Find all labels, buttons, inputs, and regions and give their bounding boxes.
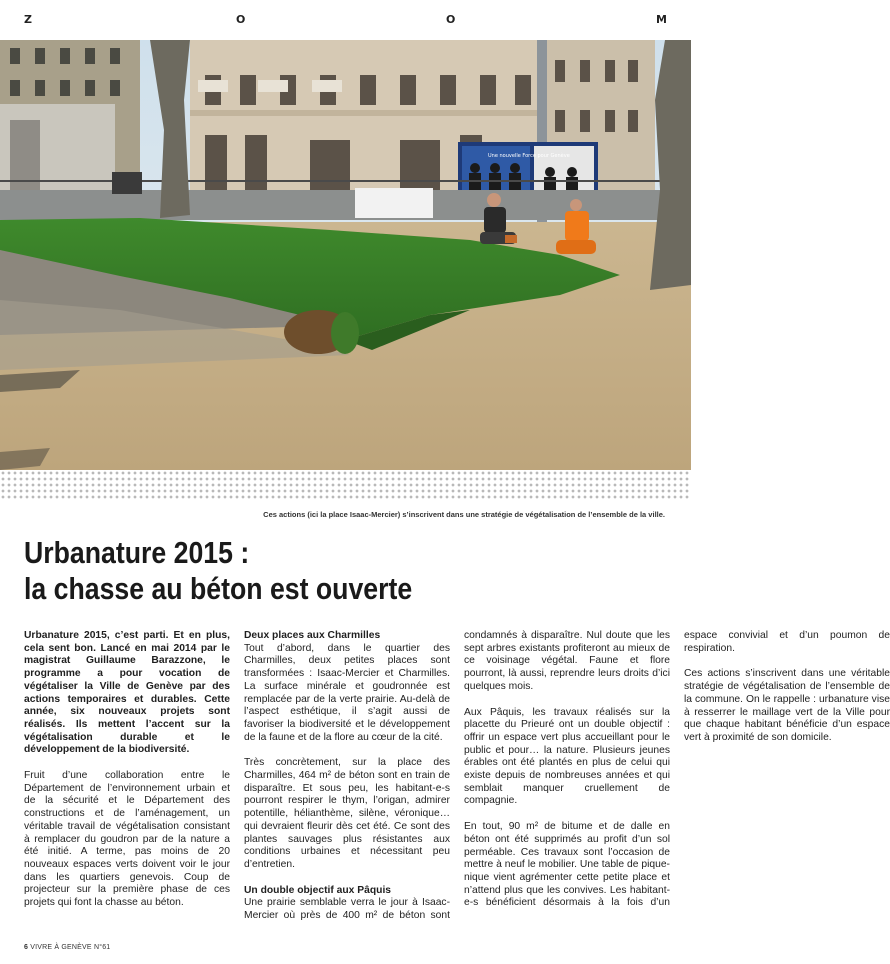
article-title bbox=[24, 535, 412, 607]
article-paragraph: Aux Pâquis, les travaux réalisés sur la placette du Prieuré ont un double objectif : offrir un espace vert plus accueillant pour le public et pour… la nature. Plusieurs jeunes érables ont été plantés en plus de celui qui existe depuis de nombreuses années et qui semblait manquer cruellement de compagnie. bbox=[464, 706, 670, 807]
section-letter: M bbox=[656, 13, 667, 26]
photo-caption: Ces actions (ici la place Isaac-Mercier) s’inscrivent dans une stratégie de végétalisation de l’ensemble de la ville. bbox=[263, 510, 665, 519]
section-header-zoom bbox=[0, 0, 691, 40]
page-number: 6 bbox=[24, 944, 29, 951]
magazine-name: VIVRE À GENÈVE bbox=[30, 944, 92, 951]
issue-number: N°61 bbox=[93, 944, 111, 951]
article-lead: Urbanature 2015, c’est parti. Et en plus, cela sent bon. Lancé en mai 2014 par le magistrat Guillaume Barazzone, le programme a pour vocation de végétaliser la Ville de Genève par des actions temporaires et durables. Cette année, six nouveaux projets sont réalisés. Ils mettent l’accent sur la végétalisation durable et le développement de la biodiversité. bbox=[24, 630, 230, 756]
article-paragraph: En tout, 90 m² de bitume et de dalle en béton ont été supprimés au profit d’un sol perméable. Ces travaux sont l’occasion de mettre à neuf le mobilier. Une table de pique-nique vient agrémenter cette petite place et n’attend plus que les convives. Les habitant-e-s bénéficient désormais à la fois d’un espace convivial et d’un poumon de respiration. bbox=[464, 630, 890, 909]
billboard-text: Une nouvelle Force pour Genève bbox=[488, 153, 570, 159]
article-body bbox=[24, 630, 890, 930]
article-title-line-1: Urbanature 2015 : bbox=[24, 535, 250, 570]
section-letter: O bbox=[236, 13, 246, 26]
page-footer bbox=[24, 944, 110, 951]
article-title-line-2: la chasse au béton est ouverte bbox=[24, 571, 413, 606]
hero-photo bbox=[0, 40, 691, 470]
article-paragraph: Tout d’abord, dans le quartier des Charmilles, deux petites places sont transformées : Isaac-Mercier et Charmilles. La surface minérale et goudronnée est remplacée par de la verte prairie. Au-delà de l’aspect esthétique, il s’agit aussi de favoriser la biodiversité et le développement de la faune et de la flore au cœur de la cité. bbox=[244, 642, 450, 743]
subheading-paquis: Un double objectif aux Pâquis bbox=[244, 884, 392, 896]
article-paragraph: Très concrètement, sur la place des Charmilles, 464 m² de béton sont en train de disparaître. Et sous peu, les habitant-e-s pourront respirer le thym, l’origan, admirer potentille, hélianthème, silène, véronique… qui devraient fleurir dès cet été. Ce sont des plantes sauvages plus résistantes aux conditions urbaines et nécessitant peu d’entretien. bbox=[244, 757, 450, 870]
subheading-charmilles: Deux places aux Charmilles bbox=[244, 630, 381, 641]
article-paragraph: Fruit d’une collaboration entre le Département de l’environnement urbain et de la sécurité et le Département des constructions et de l’aménagement, un véritable travail de végétalisation consistant à remplacer du goudron par de la nature a été initié. A terme, pas moins de 20 nouveaux espaces verts doivent voir le jour dans les quartiers genevois. Coup de projecteur sur la première phase de ces projets qui font la chasse au béton. bbox=[24, 770, 230, 909]
article-paragraph: Une prairie semblable verra le jour à Isaac-Mercier où près de 400 m² de béton sont condamnés à disparaître. Nul doute que les sept arbres existants profiteront au mieux de ce voisinage végétal. Faune et flore pourront, là aussi, reprendre leurs droits d’ici quelques mois. bbox=[244, 630, 670, 922]
section-letter: Z bbox=[24, 13, 32, 26]
dotted-divider bbox=[0, 470, 691, 500]
article-paragraph: Ces actions s’inscrivent dans une véritable stratégie de végétalisation de l’ensemble de la commune. On le rappelle : urbanature vise à resserrer le maillage vert de la Ville pour que chaque habitant bénéficie d’un espace vert à proximité de son domicile. bbox=[684, 668, 890, 743]
section-letter: O bbox=[446, 13, 456, 26]
hero-photo-illustration bbox=[0, 40, 691, 470]
